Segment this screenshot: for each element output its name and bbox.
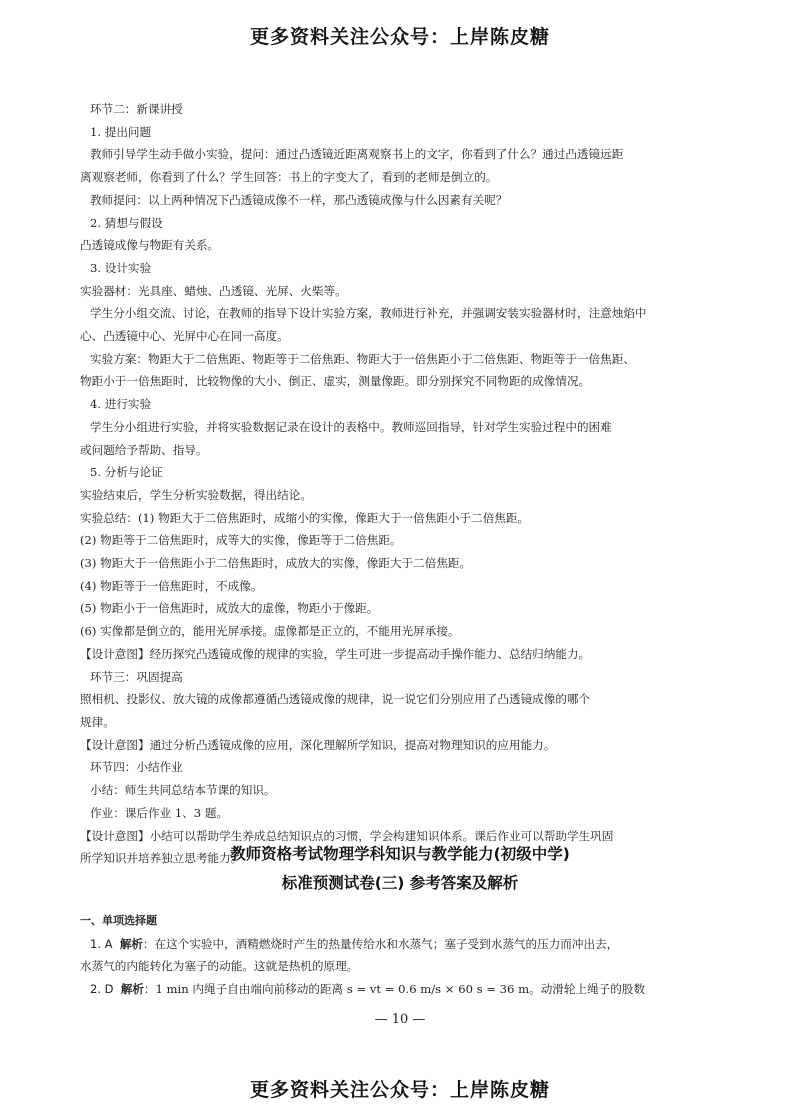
answer-number: 1. [90, 936, 101, 951]
paragraph-line: 实验方案：物距大于二倍焦距、物距等于二倍焦距、物距大于一倍焦距小于二倍焦距、物距等于一倍焦距、 [90, 351, 635, 366]
answer-continuation [80, 955, 720, 978]
conclusion-item: 实验总结：(1) 物距大于二倍焦距时，成缩小的实像，像距大于一倍焦距小于二倍焦距。 [80, 510, 530, 525]
section-heading: 环节三：巩固提高 [90, 669, 183, 684]
paragraph-line: 教师引导学生动手做小实验，提问：通过凸透镜近距离观察书上的文字，你看到了什么？通过凸透镜远距 [90, 147, 624, 162]
paragraph-line: 学生分小组交流、讨论，在教师的指导下设计实验方案，教师进行补充，并强调安装实验器材时，注意烛焰中 [90, 306, 647, 321]
answer-choice: A [104, 936, 113, 951]
answer-key-subtitle: 标准预测试卷(三) 参考答案及解析 [281, 874, 519, 892]
paragraph-line: 学生分小组进行实验，并将实验数据记录在设计的表格中。教师巡回指导，针对学生实验过程中的困难 [90, 419, 612, 434]
design-intent-note: 【设计意图】通过分析凸透镜成像的应用，深化理解所学知识，提高对物理知识的应用能力。 [80, 737, 556, 752]
answer-choice: D [104, 982, 114, 997]
section-heading: 环节二：新课讲授 [90, 102, 183, 116]
paragraph-line: 规律。 [80, 714, 115, 729]
answer-item [80, 933, 720, 956]
subheading: 2. 猜想与假设 [90, 215, 163, 230]
paragraph-line: 照相机、投影仪、放大镜的成像都遵循凸透镜成像的规律，说一说它们分别应用了凸透镜成像的哪个 [80, 692, 591, 707]
paragraph-line: 小结：师生共同总结本节课的知识。 [90, 783, 276, 798]
answer-item [80, 978, 720, 1001]
conclusion-item: (2) 物距等于二倍焦距时，成等大的实像，像距等于二倍焦距。 [80, 533, 402, 548]
paragraph-line: 离观察老师，你看到了什么？学生回答：书上的字变大了，看到的老师是倒立的。 [80, 170, 498, 185]
paragraph-line: 或问题给予帮助、指导。 [80, 442, 208, 457]
watermark-banner-top: 更多资料关注公众号：上岸陈皮糖 [249, 26, 550, 48]
section-heading: 环节四：小结作业 [90, 760, 183, 775]
design-intent-note: 【设计意图】小结可以帮助学生养成总结知识点的习惯，学会构建知识体系。课后作业可以帮助学生巩固 [80, 828, 614, 843]
answer-key-title: 教师资格考试物理学科知识与教学能力(初级中学) [230, 845, 570, 863]
subheading: 4. 进行实验 [90, 397, 152, 412]
answer-section [80, 910, 720, 1001]
page-number: — 10 — [374, 1012, 426, 1027]
paragraph-line: 物距小于一倍焦距时，比较物像的大小、倒正、虚实，测量像距。即分别探究不同物距的成像情况。 [80, 374, 591, 389]
paragraph-line: 实验器材：光具座、蜡烛、凸透镜、光屏、火柴等。 [80, 283, 347, 298]
conclusion-item: (5) 物距小于一倍焦距时，成放大的虚像，物距小于像距。 [80, 601, 379, 616]
analysis-label: 解析 [119, 936, 143, 951]
answer-number: 2. [90, 982, 101, 997]
watermark-banner-bottom: 更多资料关注公众号：上岸陈皮糖 [249, 1079, 550, 1101]
paragraph-line: 所学知识并培养独立思考能力。 [80, 851, 243, 866]
subheading: 3. 设计实验 [90, 260, 152, 275]
lesson-plan-body [80, 98, 720, 870]
paragraph-line: 教师提问：以上两种情况下凸透镜成像不一样，那凸透镜成像与什么因素有关呢？ [90, 192, 508, 207]
conclusion-item: (3) 物距大于一倍焦距小于二倍焦距时，成放大的实像，像距大于二倍焦距。 [80, 556, 472, 571]
answer-text: ：1 min 内绳子自由端向前移动的距离 s = vt = 0.6 m/s × 60 s = 36 m。动滑轮上绳子的股数 [143, 982, 646, 997]
answer-text: 水蒸气的内能转化为塞子的动能。这就是热机的原理。 [80, 959, 359, 974]
analysis-label: 解析 [120, 982, 144, 997]
answer-section-title: 一、单项选择题 [80, 914, 157, 927]
paragraph-line: 心、凸透镜中心、光屏中心在同一高度。 [80, 329, 289, 344]
subheading: 1. 提出问题 [90, 124, 152, 139]
conclusion-item: (6) 实像都是倒立的，能用光屏承接。虚像都是正立的，不能用光屏承接。 [80, 624, 460, 639]
paragraph-line: 实验结束后，学生分析实验数据，得出结论。 [80, 487, 312, 502]
answer-text: ：在这个实验中，酒精燃烧时产生的热量传给水和水蒸气；塞子受到水蒸气的压力而冲出去， [142, 936, 619, 951]
subheading: 5. 分析与论证 [90, 465, 163, 480]
design-intent-note: 【设计意图】经历探究凸透镜成像的规律的实验，学生可进一步提高动手操作能力、总结归纳能力。 [80, 646, 591, 661]
conclusion-item: (4) 物距等于一倍焦距时，不成像。 [80, 578, 263, 593]
paragraph-line: 作业：课后作业 1、3 题。 [90, 805, 229, 820]
paragraph-line: 凸透镜成像与物距有关系。 [80, 238, 220, 253]
